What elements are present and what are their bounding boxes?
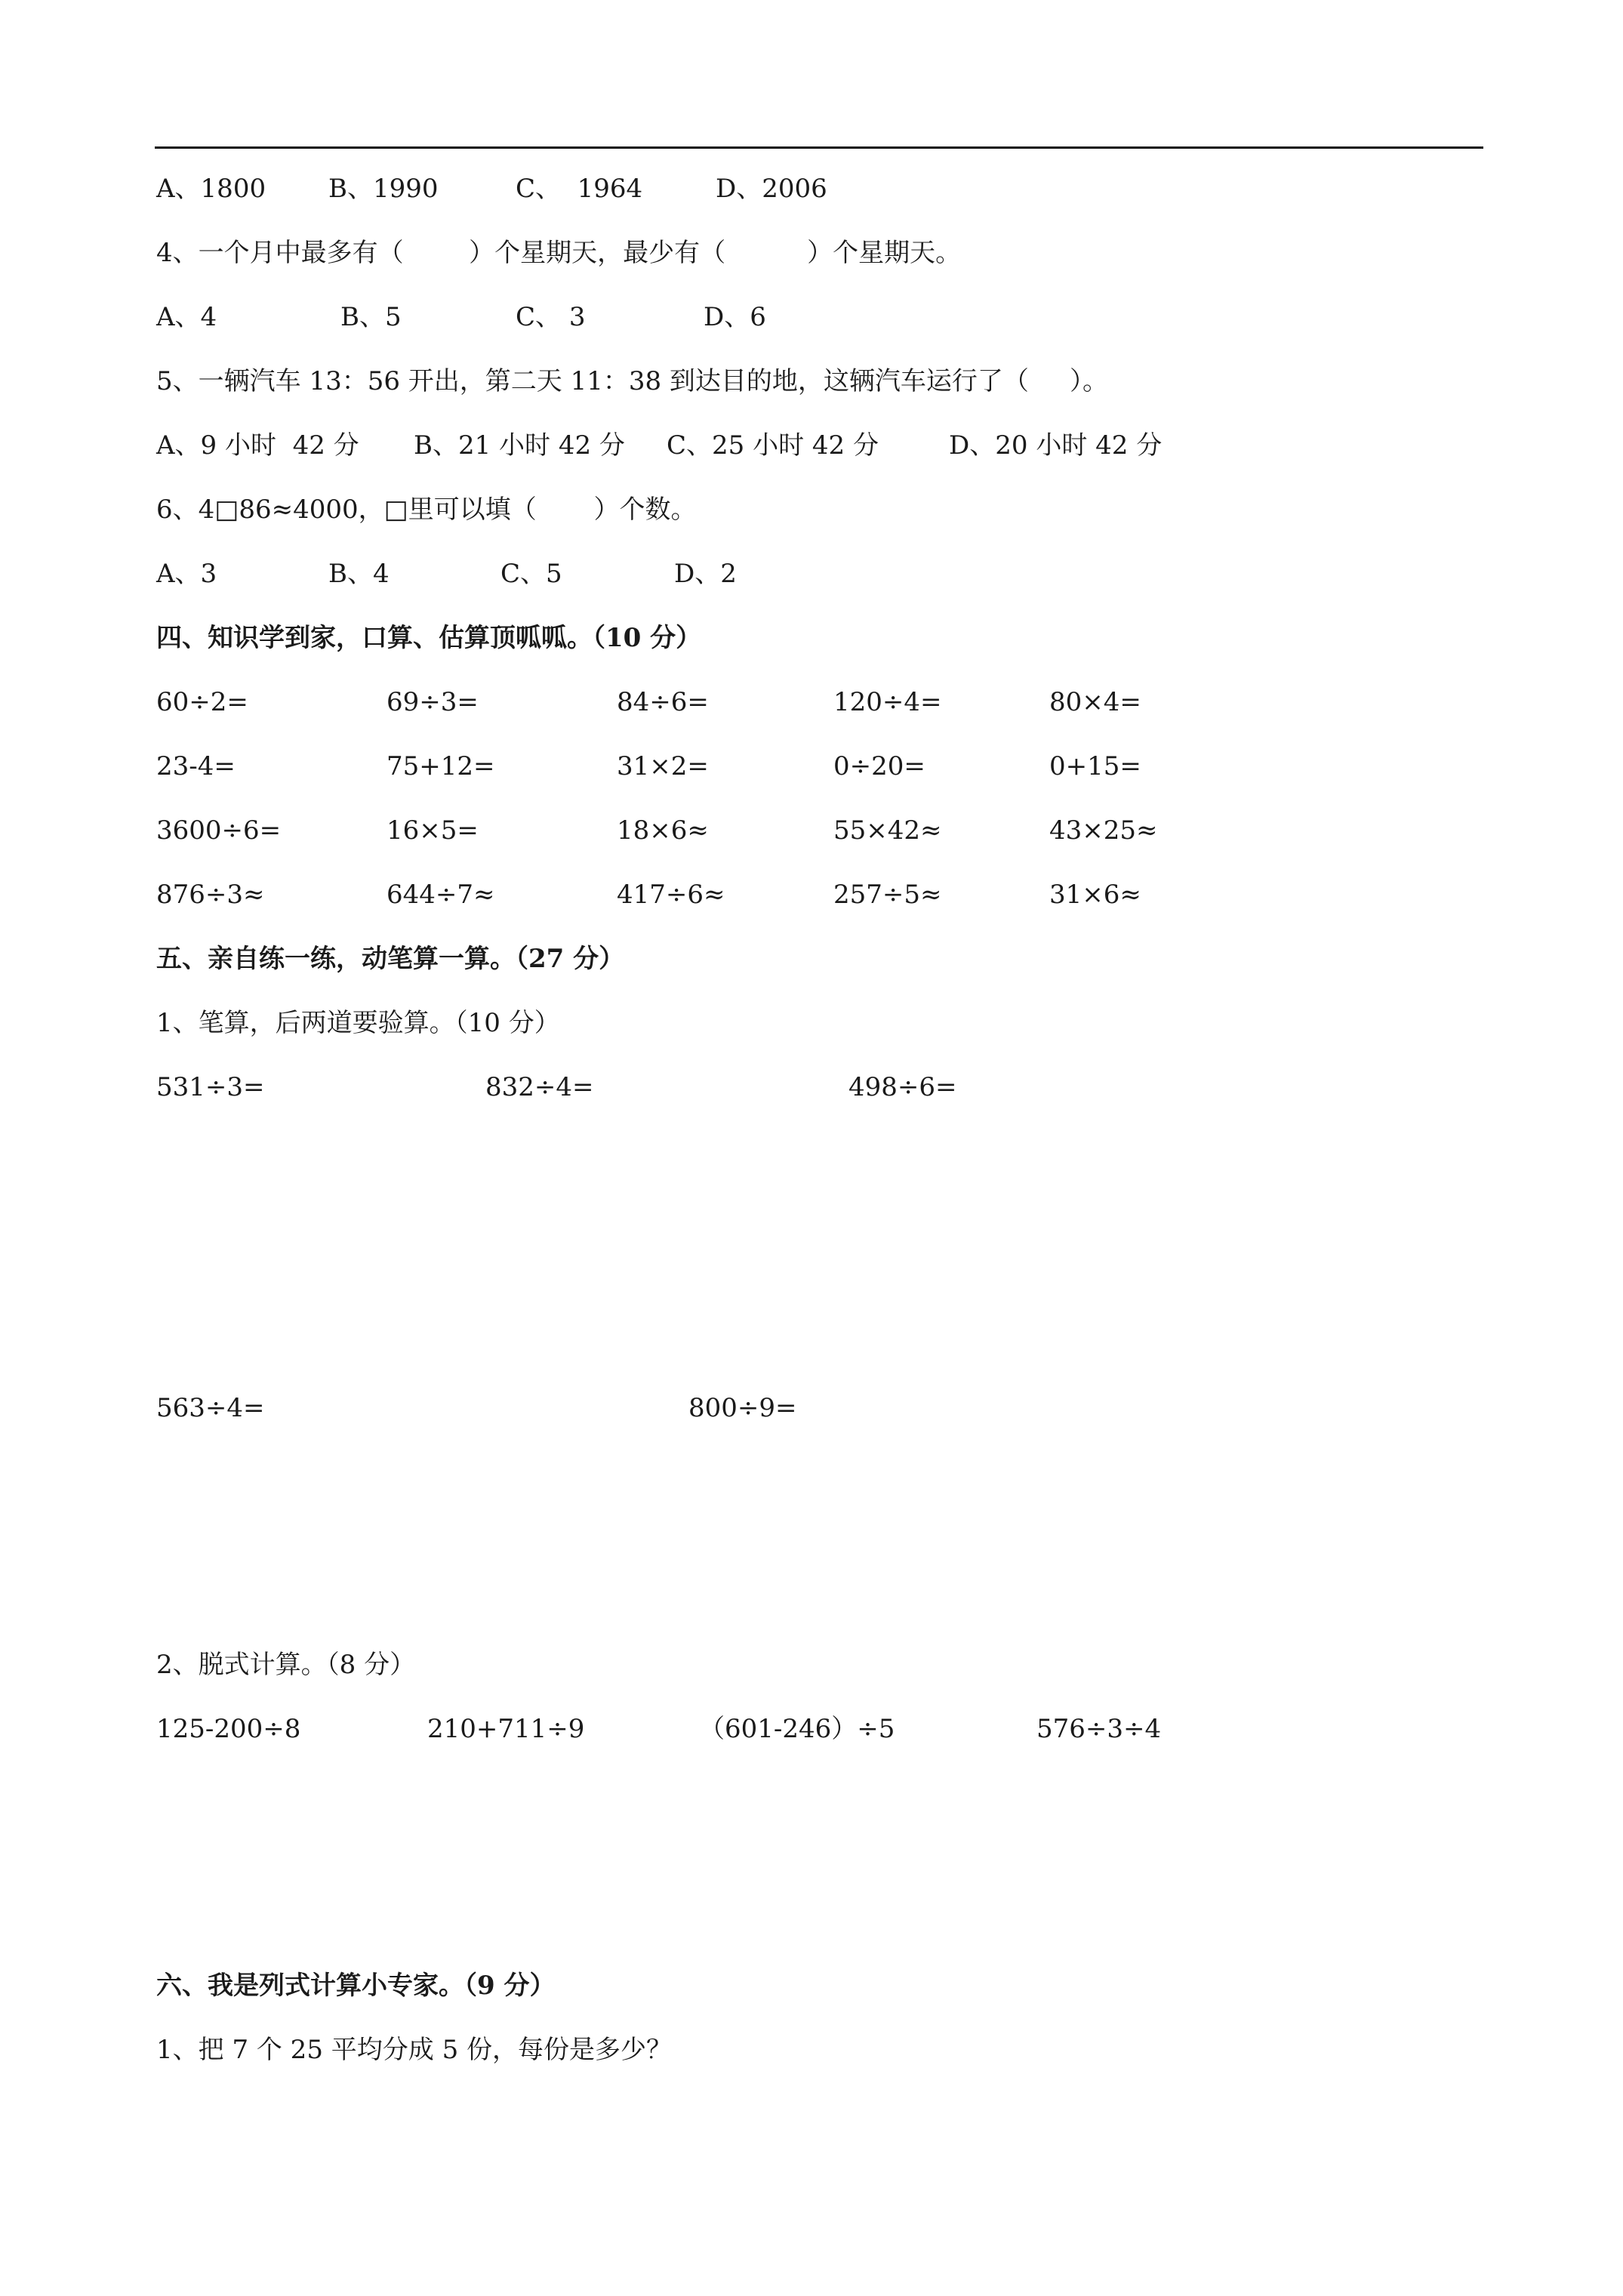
q6-option-c: C、5 — [500, 559, 562, 589]
q4-option-c: C、 3 — [516, 302, 586, 332]
oral-calc-item: 0+15= — [1049, 751, 1141, 781]
oral-calc-item: 84÷6= — [617, 687, 709, 717]
section5-heading: 五、亲自练一练，动笔算一算。（27 分） — [156, 944, 625, 974]
section5-part1-title: 1、笔算，后两道要验算。（10 分） — [156, 1008, 560, 1038]
section5-part2-title: 2、脱式计算。（8 分） — [156, 1650, 416, 1680]
q6-option-a: A、3 — [156, 559, 217, 589]
oral-calc-item: 644÷7≈ — [387, 880, 495, 910]
oral-calc-item: 75+12= — [387, 751, 495, 781]
written-calc-item: 800÷9= — [688, 1393, 797, 1423]
written-calc-item: 563÷4= — [156, 1393, 265, 1423]
q3-option-b: B、1990 — [328, 174, 439, 204]
q5-option-d: D、20 小时 42 分 — [949, 430, 1163, 461]
step-calc-item: （601-246）÷5 — [699, 1714, 895, 1744]
section4-heading: 四、知识学到家，口算、估算顶呱呱。（10 分） — [156, 623, 702, 653]
oral-calc-item: 55×42≈ — [833, 815, 942, 846]
oral-calc-item: 257÷5≈ — [833, 880, 942, 910]
q5-option-c: C、25 小时 42 分 — [667, 430, 879, 461]
q4-stem: 4、一个月中最多有（ ）个星期天，最少有（ ）个星期天。 — [156, 238, 962, 268]
q3-option-d: D、2006 — [716, 174, 827, 204]
step-calc-item: 125-200÷8 — [156, 1714, 301, 1744]
q6-option-d: D、2 — [674, 559, 737, 589]
section6-q1: 1、把 7 个 25 平均分成 5 份，每份是多少？ — [156, 2035, 673, 2065]
oral-calc-item: 31×2= — [617, 751, 709, 781]
oral-calc-item: 69÷3= — [387, 687, 479, 717]
q4-option-b: B、5 — [340, 302, 402, 332]
oral-calc-item: 876÷3≈ — [156, 880, 265, 910]
written-calc-item: 832÷4= — [485, 1072, 594, 1102]
q6-option-b: B、4 — [328, 559, 390, 589]
oral-calc-item: 16×5= — [387, 815, 479, 846]
q4-option-a: A、4 — [156, 302, 217, 332]
written-calc-item: 531÷3= — [156, 1072, 265, 1102]
q5-option-a: A、9 小时 42 分 — [156, 430, 359, 461]
oral-calc-item: 3600÷6= — [156, 815, 282, 846]
oral-calc-item: 23-4= — [156, 751, 236, 781]
oral-calc-item: 80×4= — [1049, 687, 1141, 717]
section6-heading: 六、我是列式计算小专家。（9 分） — [156, 1971, 556, 2001]
written-calc-item: 498÷6= — [848, 1072, 957, 1102]
oral-calc-item: 120÷4= — [833, 687, 942, 717]
oral-calc-item: 0÷20= — [833, 751, 925, 781]
q6-stem: 6、4□86≈4000，□里可以填（ ）个数。 — [156, 495, 697, 525]
header-rule — [155, 146, 1483, 149]
oral-calc-item: 43×25≈ — [1049, 815, 1158, 846]
oral-calc-item: 18×6≈ — [617, 815, 709, 846]
oral-calc-item: 31×6≈ — [1049, 880, 1141, 910]
oral-calc-item: 60÷2= — [156, 687, 248, 717]
q5-stem: 5、一辆汽车 13：56 开出，第二天 11：38 到达目的地，这辆汽车运行了（ ）。 — [156, 366, 1108, 396]
oral-calc-item: 417÷6≈ — [617, 880, 725, 910]
step-calc-item: 576÷3÷4 — [1036, 1714, 1162, 1744]
q5-option-b: B、21 小时 42 分 — [414, 430, 625, 461]
q4-option-d: D、6 — [704, 302, 766, 332]
step-calc-item: 210+711÷9 — [427, 1714, 585, 1744]
q3-option-a: A、1800 — [156, 174, 266, 204]
q3-option-c: C、 1964 — [516, 174, 643, 204]
